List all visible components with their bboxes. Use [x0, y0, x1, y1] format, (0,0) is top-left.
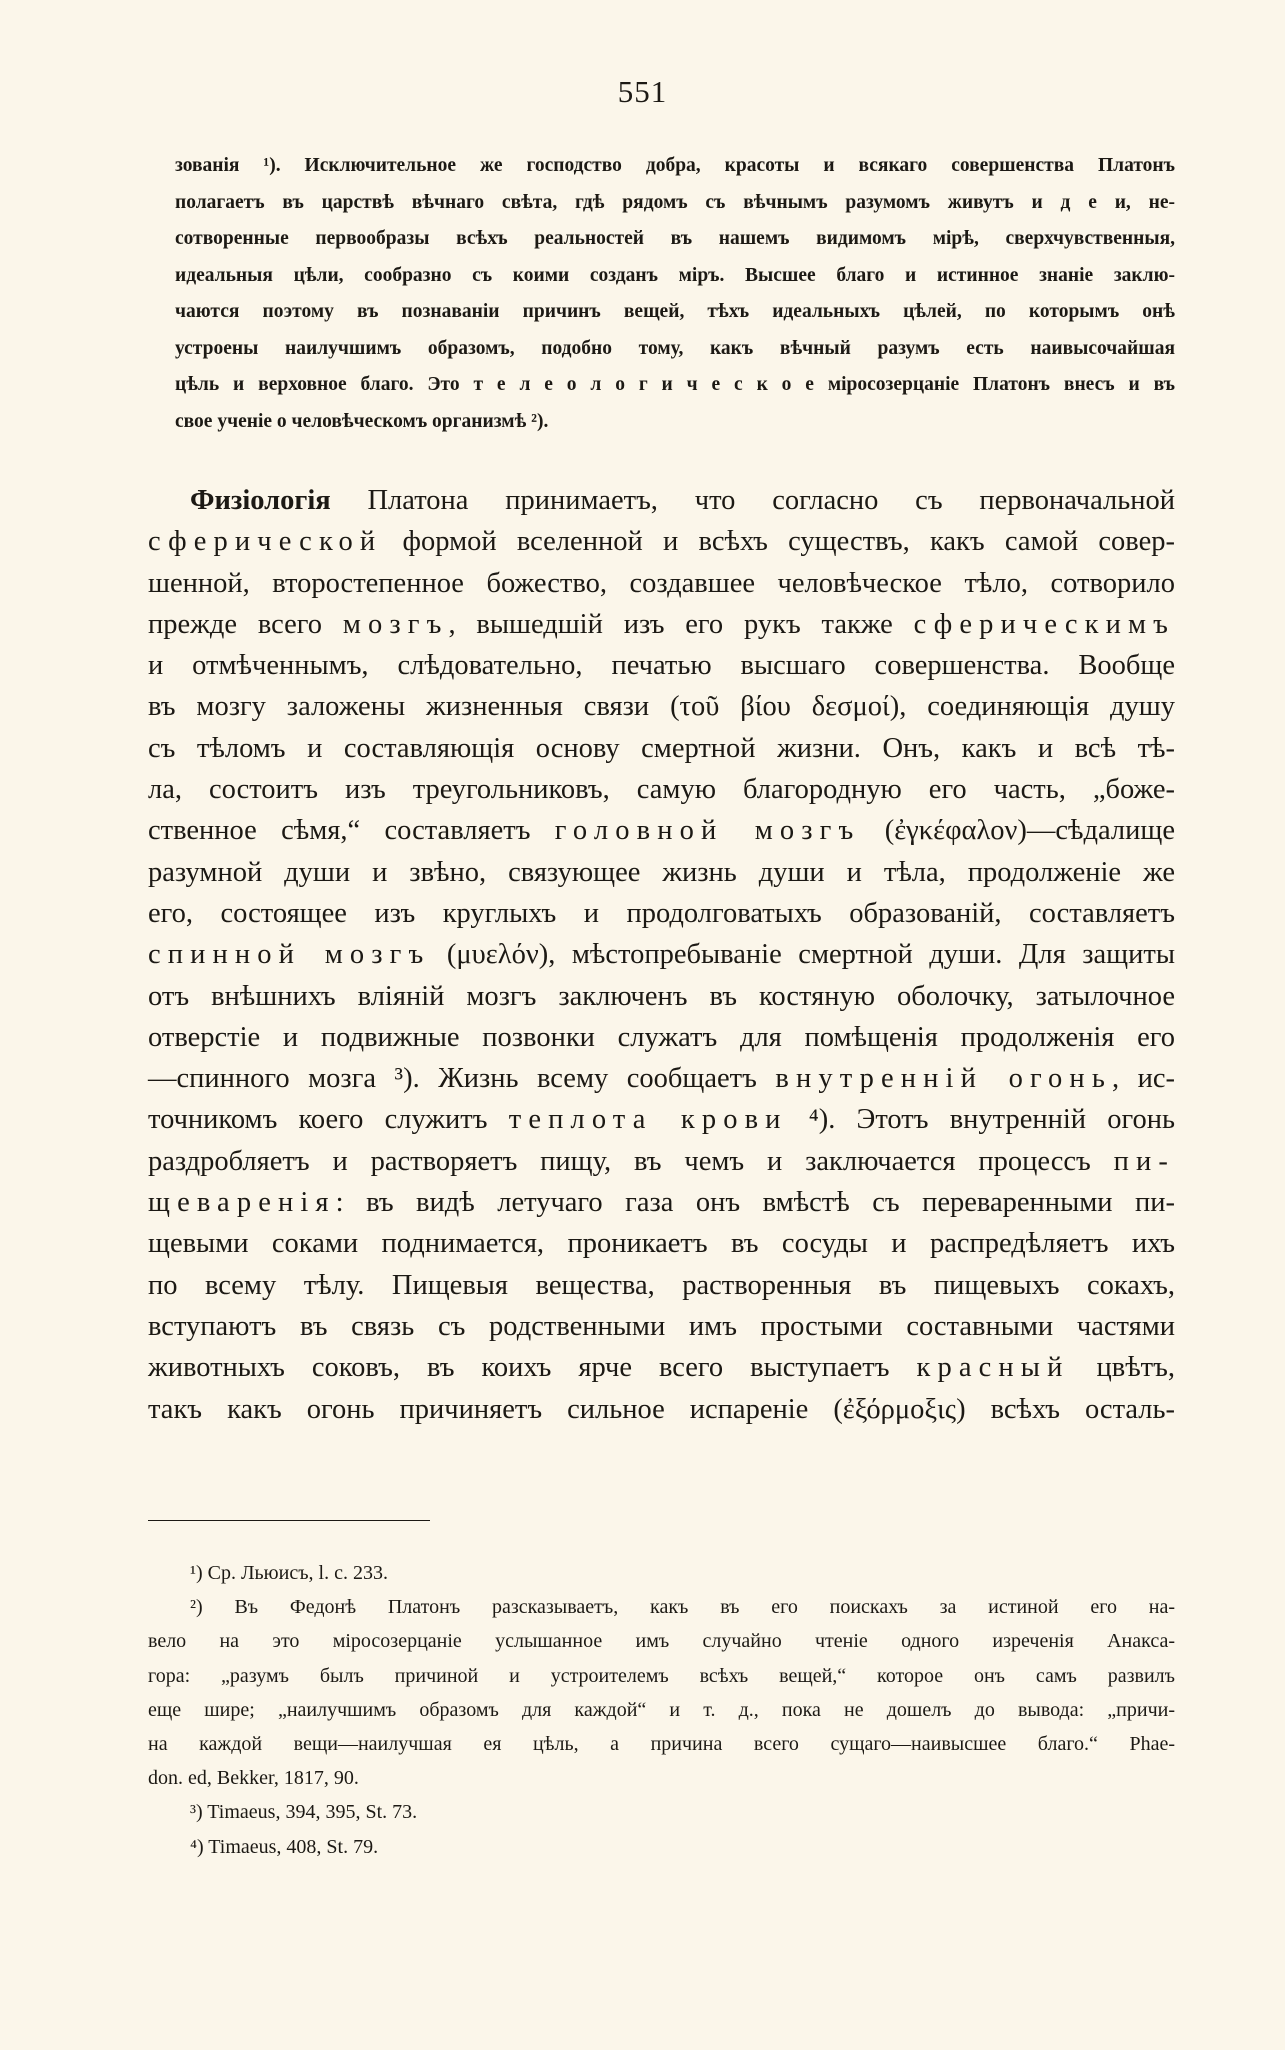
emphasis: внутренній огонь	[775, 1063, 1112, 1095]
section-heading: Физіологія	[190, 485, 331, 516]
body-line: щевыми соками поднимается, проникаетъ въ сосуды и распредѣляетъ ихъ	[148, 1228, 1175, 1260]
intro-line: идеальныя цѣли, сообразно съ коими созданъ міръ. Высшее благо и истинное знаніе заклю-	[175, 264, 1175, 286]
body-line: —спинного мозга ³). Жизнь всему сообщаетъ внутренній огонь, ис-	[148, 1063, 1175, 1095]
body-line: сферической формой вселенной и всѣхъ существъ, какъ самой совер-	[148, 526, 1175, 558]
body-line: точникомъ коего служитъ теплота крови ⁴). Этотъ внутренній огонь	[148, 1104, 1175, 1136]
footnote-divider	[148, 1520, 430, 1521]
intro-line: полагаетъ въ царствѣ вѣчнаго свѣта, гдѣ рядомъ съ вѣчнымъ разумомъ живутъ и д е и, не-	[175, 191, 1175, 213]
intro-line: свое ученіе о человѣческомъ организмѣ ²).	[175, 410, 549, 432]
body-line: отъ внѣшнихъ вліяній мозгъ заключенъ въ костяную оболочку, затылочное	[148, 980, 1175, 1012]
body-line: спинной мозгъ (μυελόν), мѣстопребываніе смертной души. Для защиты	[148, 939, 1175, 971]
intro-line: устроены наилучшимъ образомъ, подобно тому, какъ вѣчный разумъ есть наивысочайшая	[175, 337, 1175, 359]
footnotes	[148, 1556, 1175, 1864]
emphasis: спинной мозгъ	[148, 939, 431, 971]
footnote-2-line: гора: „разумъ былъ причиной и устроителемъ всѣхъ вещей,“ которое онъ самъ развилъ	[148, 1664, 1175, 1687]
emphasis: мозгъ	[342, 608, 449, 640]
footnote-2-line: don. ed, Bekker, 1817, 90.	[148, 1767, 359, 1790]
body-line: Физіологія Платона принимаетъ, что согласно съ первоначальной	[190, 485, 1175, 516]
intro-paragraph	[175, 148, 1175, 440]
footnote-1: ¹) Ср. Льюисъ, l. c. 233.	[190, 1562, 388, 1584]
emphasis: красный	[916, 1352, 1070, 1384]
intro-line: цѣль и верховное благо. Это т е л е о л о г и ч е с к о е міросозерцаніе Платонъ внесъ и въ	[175, 374, 1175, 395]
footnote-3: ³) Timaeus, 394, 395, St. 73.	[190, 1801, 418, 1824]
body-line: ла, состоитъ изъ треугольниковъ, самую благородную его часть, „боже-	[148, 774, 1175, 806]
page-number: 551	[617, 74, 668, 109]
emphasis: сферическимъ	[913, 608, 1175, 640]
intro-line: сотворенные первообразы всѣхъ реальностей въ нашемъ видимомъ мірѣ, сверхчувственныя,	[175, 228, 1175, 249]
body-line: вступаютъ въ связь съ родственными имъ простыми составными частями	[148, 1310, 1175, 1342]
body-line: въ мозгу заложены жизненныя связи (τοῦ βίου δεσμοί), соединяющія душу	[148, 691, 1175, 723]
body-line: прежде всего мозгъ, вышедшій изъ его рукъ также сферическимъ	[148, 608, 1175, 640]
body-line: по всему тѣлу. Пищевыя вещества, растворенныя въ пищевыхъ сокахъ,	[148, 1269, 1175, 1301]
body-line: и отмѣченнымъ, слѣдовательно, печатью высшаго совершенства. Вообще	[148, 650, 1175, 682]
emphasis: головной мозгъ	[554, 815, 861, 847]
body-line: его, состоящее изъ круглыхъ и продолговатыхъ образованій, составляетъ	[148, 897, 1175, 929]
footnote-2-line: на каждой вещи—наилучшая ея цѣль, а причина всего сущаго—наивысшее благо.“ Phae-	[148, 1733, 1175, 1756]
body-line: отверстіе и подвижные позвонки служатъ для помѣщенія продолженія его	[148, 1021, 1175, 1053]
body-line: животныхъ соковъ, въ коихъ ярче всего выступаетъ красный цвѣтъ,	[148, 1352, 1175, 1384]
footnote-2-line: вело на это міросозерцаніе услышанное имъ случайно чтеніе одного изреченія Анакса-	[148, 1630, 1175, 1653]
body-line: такъ какъ огонь причиняетъ сильное испареніе (ἐξόρμοξις) всѣхъ осталь-	[148, 1393, 1175, 1425]
body-line: ственное сѣмя,“ составляетъ головной мозгъ (ἐγκέφαλον)—сѣдалище	[148, 815, 1175, 847]
emphasis: сферической	[148, 526, 383, 558]
body-line: съ тѣломъ и составляющія основу смертной жизни. Онъ, какъ и всѣ тѣ-	[148, 732, 1175, 764]
footnote-2-line: еще шире; „наилучшимъ образомъ для каждой“ и т. д., пока не дошелъ до вывода: „причи-	[148, 1698, 1175, 1721]
body-line: шенной, второстепенное божество, создавшее человѣческое тѣло, сотворило	[148, 567, 1175, 599]
footnote-2: ²) Въ Федонѣ Платонъ разсказываетъ, какъ въ его поискахъ за истиной его на-	[190, 1596, 1175, 1619]
emphasis: теплота крови	[508, 1104, 788, 1136]
emphasis: щеваренія	[148, 1187, 336, 1219]
physiology-paragraph	[148, 480, 1175, 1430]
body-line: разумной души и звѣно, связующее жизнь души и тѣла, продолженіе же	[148, 856, 1175, 888]
body-line: щеваренія: въ видѣ летучаго газа онъ вмѣстѣ съ переваренными пи-	[148, 1187, 1175, 1219]
footnote-4: ⁴) Timaeus, 408, St. 79.	[190, 1835, 379, 1858]
body-line: раздробляетъ и растворяетъ пищу, въ чемъ и заключается процессъ пи-	[148, 1145, 1175, 1177]
intro-line: чаются поэтому въ познаваніи причинъ вещей, тѣхъ идеальныхъ цѣлей, по которымъ онѣ	[175, 301, 1175, 322]
emphasis: пи-	[1113, 1145, 1175, 1177]
intro-line: зованія ¹). Исключительное же господство добра, красоты и всякаго совершенства Платонъ	[175, 155, 1175, 176]
